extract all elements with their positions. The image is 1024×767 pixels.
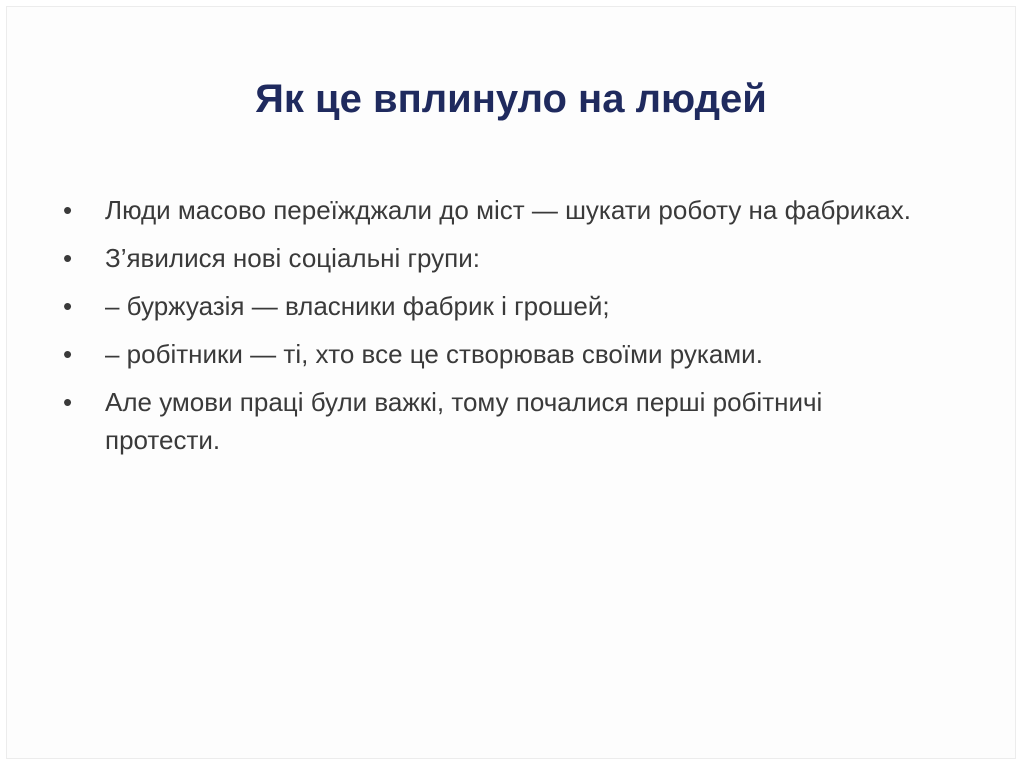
bullet-text: З’явилися нові соціальні групи:	[105, 243, 480, 273]
bullet-text: – буржуазія — власники фабрик і грошей;	[105, 291, 610, 321]
bullet-list	[59, 191, 919, 469]
bullet-icon: •	[63, 339, 73, 369]
bullet-text: – робітники — ті, хто все це створював своїми руками.	[105, 339, 763, 369]
bullet-item	[59, 335, 919, 373]
bullet-text: Але умови праці були важкі, тому почалися перші робітничі протести.	[105, 387, 823, 455]
slide-title: Як це вплинуло на людей	[255, 77, 767, 121]
bullet-text: Люди масово переїжджали до міст — шукати роботу на фабриках.	[105, 195, 911, 225]
bullet-item	[59, 383, 919, 459]
bullet-item	[59, 287, 919, 325]
bullet-item	[59, 239, 919, 277]
bullet-icon: •	[63, 387, 73, 417]
bullet-item	[59, 191, 919, 229]
bullet-icon: •	[63, 291, 73, 321]
bullet-icon: •	[63, 195, 73, 225]
slide	[6, 6, 1016, 759]
bullet-icon: •	[63, 243, 73, 273]
